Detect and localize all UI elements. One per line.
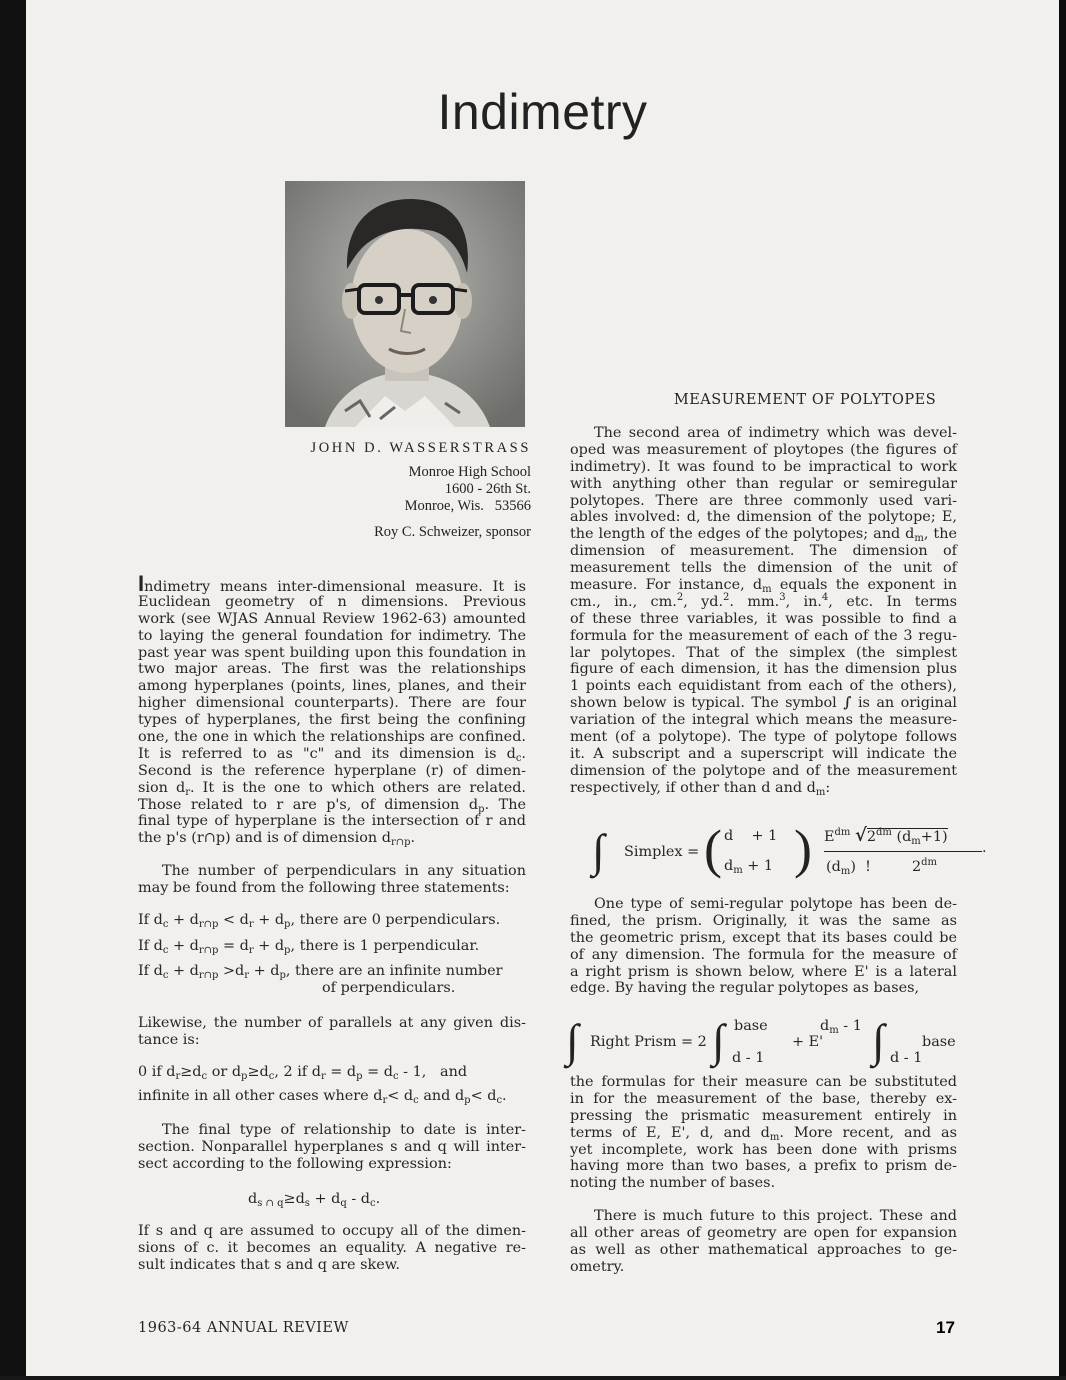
text-line: higher dimensional counterparts). There are four	[138, 695, 526, 712]
text-line: oped was measurement of ploytopes (the figures of	[570, 441, 957, 458]
text-line: Likewise, the number of parallels at any given dis-	[138, 1015, 526, 1031]
statement-2: If $d_c + d_{r\cap p} = d_r + d_p$, there is 1 perpendicular.	[138, 938, 480, 956]
text-line: types of hyperplanes, the first being the confining	[138, 712, 526, 729]
text-line: the geometric prism, except that its bases could be	[570, 929, 957, 946]
text-line: cm., in., cm.$^2$, yd.$^2$. mm.$^3$, in.$^4$, etc. In terms	[570, 591, 957, 610]
closing-paragraph	[138, 1223, 526, 1274]
text-line: of any dimension. The formula for the measure of	[570, 946, 957, 963]
text-line: may be found from the following three statements:	[138, 879, 510, 896]
integral-symbol: ∫	[712, 1015, 725, 1066]
prism-plus-edge: + E'	[792, 1034, 824, 1050]
text-line: If s and q are assumed to occupy all of the dimen-	[138, 1223, 526, 1239]
text-line: The final type of relationship to date is inter-	[162, 1122, 526, 1138]
text-line: 1 points each equidistant from each of the others),	[570, 678, 957, 695]
text-line: dimension of measurement. The dimension of	[570, 543, 957, 560]
text-line: past year was spent building upon this foundation in	[138, 644, 526, 661]
fraction-denominator-right: $2^{dm}$	[912, 857, 938, 875]
text-line: Indimetry means inter-dimensional measure. It is	[138, 571, 526, 596]
text-line: terms of E, E', d, and $d_m$. More recent, and as	[570, 1124, 957, 1143]
text-line: fined, the prism. Originally, it was the same as	[570, 912, 957, 929]
fraction-numerator: $E^{dm}$ $√2^{dm}$ $(d_m+1)$	[824, 825, 948, 847]
text-line: indimetry). It was found to be impractical to work	[570, 458, 957, 475]
affiliation-city: Monroe, Wis. 53566	[404, 498, 531, 514]
text-line: Those related to r are p's, of dimension $d_p$. The	[138, 796, 526, 815]
simplex-label: Simplex =	[624, 844, 700, 860]
page-number: 17	[936, 1318, 955, 1337]
affiliation-street: 1600 - 26th St.	[444, 481, 531, 497]
text-line: formula for the measurement of each of the 3 regu-	[570, 627, 957, 644]
text-line: dimension of the polytope and of the measurement	[570, 762, 957, 779]
simplex-formula	[592, 818, 1032, 890]
affiliation-school: Monroe High School	[408, 464, 531, 480]
statement-1: If $d_c + d_{r\cap p} < d_r + d_p$, there are 0 perpendiculars.	[138, 912, 501, 930]
intersection-formula: $d_{s \cap q}\ge d_s + d_q - d_c$.	[248, 1191, 381, 1209]
text-line: sect according to the following expression:	[138, 1155, 452, 1172]
fraction-bar	[824, 851, 982, 852]
substitution-paragraph	[570, 1074, 957, 1192]
text-line: the length of the edges of the polytopes; and $d_m$, the	[570, 526, 957, 545]
text-line: edge. By having the regular polytopes as bases,	[570, 980, 920, 997]
scan-edge-bottom	[0, 1376, 1066, 1380]
text-line: ables involved: d, the dimension of the polytope; E,	[570, 509, 957, 526]
prism-dm-sup: $d_m - 1$	[820, 1018, 862, 1036]
script-f-symbol: ∫	[843, 694, 852, 712]
text-line: ometry.	[570, 1258, 625, 1275]
text-line: noting the number of bases.	[570, 1175, 776, 1192]
text-line: figure of each dimension, it has the dimension plus	[570, 661, 957, 678]
text-line: There is much future to this project. These and	[594, 1208, 957, 1224]
text-line: tance is:	[138, 1031, 200, 1048]
intersection-paragraph	[138, 1122, 526, 1173]
prism-formula	[566, 1014, 966, 1074]
text-line: measure. For instance, $d_m$ equals the exponent in	[570, 577, 958, 596]
parallels-paragraph	[138, 1015, 526, 1049]
future-paragraph	[570, 1208, 957, 1276]
left-paren: (	[704, 819, 722, 879]
parallels-rule-1: 0 if $d_r\ge d_c$ or $d_p\ge d_c$, 2 if $d_r = d_p = d_c - 1$, and	[138, 1064, 468, 1082]
parallels-rule-2: infinite in all other cases where $d_r< d_c$ and $d_p< d_c$.	[138, 1088, 507, 1106]
drop-cap: I	[138, 571, 145, 596]
prism-base-sup: base	[734, 1018, 768, 1034]
text-line: as well as other mathematical approaches to ge-	[570, 1241, 957, 1258]
radical-sign: √	[854, 825, 867, 846]
right-paren: )	[794, 819, 812, 879]
text-line: final type of hyperplane is the intersection of r and	[138, 813, 526, 830]
author-affiliation	[316, 464, 531, 515]
perpendiculars-paragraph	[138, 863, 526, 897]
statement-3: If $d_c + d_{r\cap p} >d_r + d_p$, there are an infinite number	[138, 963, 503, 981]
text-line: having more than two bases, a prefix to prism de-	[570, 1158, 957, 1175]
text-line: respectively, if other than d and $d_m$:	[570, 779, 831, 798]
text-line: work (see WJAS Annual Review 1962-63) amounted	[138, 610, 526, 627]
scan-edge-right	[1059, 0, 1066, 1380]
text-line: One type of semi-regular polytope has been de-	[594, 896, 957, 912]
text-line: It is referred to as "c" and its dimension is $d_c$.	[138, 745, 526, 764]
fraction-period: .	[982, 840, 987, 856]
text-line: Second is the reference hyperplane (r) of dimen-	[138, 762, 526, 779]
measurement-paragraph	[570, 425, 957, 797]
text-line: section. Nonparallel hyperplanes s and q will inter-	[138, 1138, 526, 1155]
prism-label: Right Prism = 2	[590, 1034, 707, 1050]
section-heading: MEASUREMENT OF POLYTOPES	[673, 392, 937, 408]
text-line: one, the one in which the relationships are confined.	[138, 729, 526, 746]
text-line: the p's (r∩p) and is of dimension $d_{r\cap p}$.	[138, 830, 416, 849]
text-line: the formulas for their measure can be substituted	[570, 1074, 957, 1090]
text-line: pressing the prismatic measurement entirely in	[570, 1107, 957, 1124]
sponsor-line: Roy C. Schweizer, sponsor	[374, 524, 531, 540]
text-line: it. A subscript and a superscript will indicate the	[570, 745, 957, 762]
integral-symbol: ∫	[872, 1015, 885, 1066]
text-line: sion $d_r$. It is the one to which others are related.	[138, 779, 526, 798]
text-line: lar polytopes. That of the simplex (the simplest	[570, 644, 957, 661]
footer-publication: 1963-64 ANNUAL REVIEW	[138, 1320, 349, 1336]
prism-base-sub: d - 1	[732, 1050, 765, 1066]
text-line: Euclidean geometry of n dimensions. Previous	[138, 593, 526, 610]
text-line: in for the measurement of the base, thereby ex-	[570, 1090, 957, 1107]
text-line: ment (of a polytope). The type of polytope follows	[570, 729, 957, 746]
text-line: The second area of indimetry which was devel-	[594, 425, 957, 441]
statement-3-cont: of perpendiculars.	[322, 980, 456, 996]
text-line: of these three variables, it was possible to find a	[570, 610, 957, 627]
text-line: The number of perpendiculars in any situation	[162, 863, 526, 879]
prism-paragraph	[570, 896, 957, 997]
integral-symbol: ∫	[592, 825, 605, 876]
text-line: polytopes. There are three commonly used vari-	[570, 492, 957, 509]
text-line: among hyperplanes (points, lines, planes, and their	[138, 678, 526, 695]
text-line: shown below is typical. The symbol ∫ is an original	[570, 694, 958, 712]
text-line: measurement tells the dimension of the unit of	[570, 560, 957, 577]
author-photo	[285, 181, 525, 427]
text-line: sult indicates that s and q are skew.	[138, 1256, 400, 1273]
author-name: JOHN D. WASSERSTRASS	[310, 440, 531, 456]
text-line: all other areas of geometry are open for expansion	[570, 1224, 957, 1241]
integral-symbol: ∫	[566, 1015, 579, 1066]
page-title: Indimetry	[437, 84, 648, 140]
text-line: to laying the general foundation for indimetry. The	[138, 627, 526, 644]
text-line: two major areas. The first was the relationships	[138, 661, 526, 678]
text-line: a right prism is shown below, where E' is a lateral	[570, 963, 957, 980]
text-line: with anything other than regular or semiregular	[570, 475, 957, 492]
intro-paragraph	[138, 571, 526, 849]
text-line: yet incomplete, work has been done with prisms	[570, 1141, 957, 1158]
text-line: sions of c. it becomes an equality. A negative re-	[138, 1239, 526, 1256]
text-line: variation of the integral which means the measure-	[570, 712, 957, 729]
prism-base-right: base	[922, 1034, 956, 1050]
author-portrait-image	[285, 181, 525, 427]
binomial-top: d + 1	[724, 828, 778, 844]
fraction-denominator-left: $(d_m)$ !	[826, 859, 871, 877]
document-page	[26, 0, 1059, 1378]
binomial-bottom: $d_m + 1$	[724, 858, 774, 876]
prism-dsub-right: d - 1	[890, 1050, 923, 1066]
